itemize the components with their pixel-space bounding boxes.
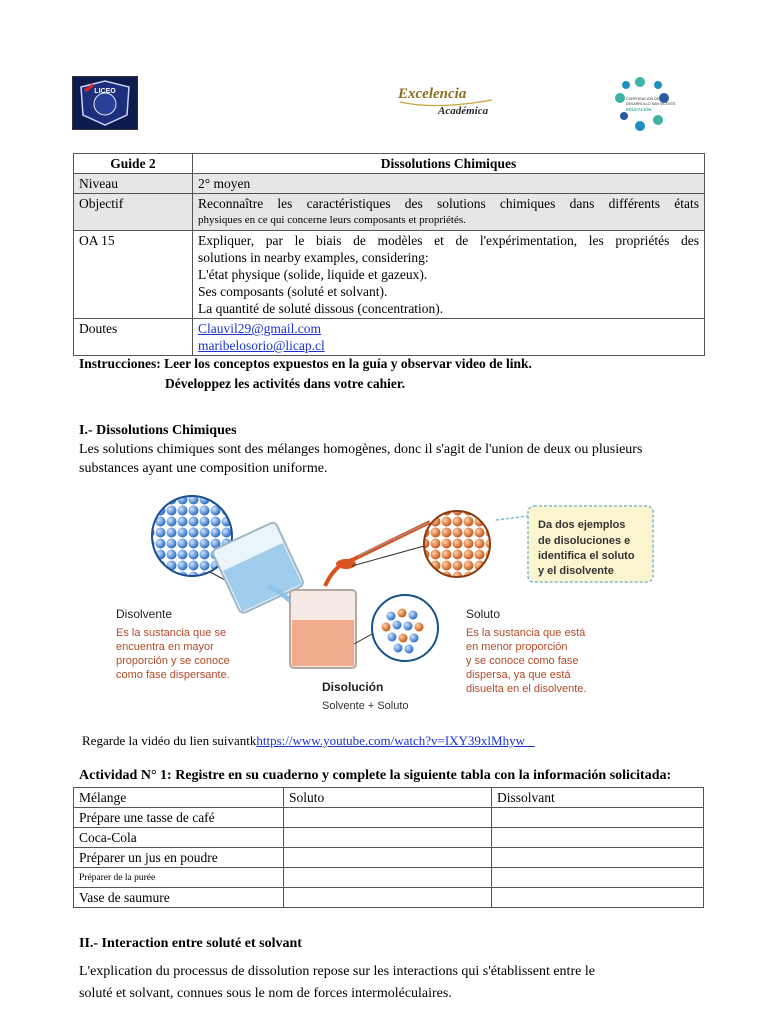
- oa-line: L'état physique (solide, liquide et gazeux).: [198, 267, 428, 282]
- svg-text:Da dos ejemplos: Da dos ejemplos: [538, 519, 626, 531]
- oa-line: solutions in nearby examples, considering:: [198, 250, 429, 265]
- svg-text:proporción y se conoce: proporción y se conoce: [116, 655, 230, 667]
- disolvente-title: Disolvente: [116, 607, 173, 621]
- dissolvant-cell[interactable]: [492, 828, 704, 848]
- table-row: [74, 231, 705, 319]
- objectif-line: physiques en ce qui concerne leurs composants et propriétés.: [198, 214, 466, 226]
- table-row: [74, 888, 704, 908]
- table-row: [74, 808, 704, 828]
- disolucion-title: Disolución: [322, 680, 384, 694]
- section-2-heading: II.- Interaction entre soluté et solvant: [79, 936, 302, 951]
- table-row: [74, 848, 704, 868]
- svg-text:EDUCACIÓN: EDUCACIÓN: [626, 107, 652, 112]
- guide-title: Dissolutions Chimiques: [193, 154, 705, 174]
- oa-line: Expliquer, par le biais de modèles et de l'expérimentation, les propriétés des: [198, 233, 699, 248]
- niveau-label: Niveau: [74, 174, 193, 194]
- row-label: Coca-Cola: [74, 828, 284, 848]
- youtube-link[interactable]: https://www.youtube.com/watch?v=IXY39xlMhyw: [256, 733, 525, 748]
- table-header-row: [74, 788, 704, 808]
- header-melange: Mélange: [74, 788, 284, 808]
- table-row: [74, 868, 704, 888]
- oa-line: La quantité de soluté dissous (concentration).: [198, 301, 444, 316]
- objectif-label: Objectif: [74, 194, 193, 231]
- svg-text:de disoluciones e: de disoluciones e: [538, 535, 631, 547]
- svg-text:identifica el soluto: identifica el soluto: [538, 550, 635, 562]
- svg-text:Es la sustancia que se: Es la sustancia que se: [116, 627, 227, 639]
- solution-particles-icon: [372, 595, 438, 661]
- soluto-title: Soluto: [466, 607, 501, 621]
- instructions-line-1: Instrucciones: Leer los conceptos expuestos en la guía y observar video de link.: [79, 356, 532, 371]
- guide-number: Guide 2: [74, 154, 193, 174]
- header-dissolvant: Dissolvant: [492, 788, 704, 808]
- svg-text:DESARROLLO SAN VICENTE: DESARROLLO SAN VICENTE: [626, 102, 676, 106]
- doutes-label: Doutes: [74, 319, 193, 356]
- header-soluto: Soluto: [284, 788, 492, 808]
- solute-particles-icon: [424, 511, 490, 577]
- objectif-line: Reconnaître les caractéristiques des solutions chimiques dans différents états: [198, 196, 699, 211]
- table-row: [74, 194, 705, 231]
- svg-text:disuelta en el disolvente.: disuelta en el disolvente.: [466, 683, 587, 695]
- svg-text:LICEO: LICEO: [94, 88, 116, 95]
- soluto-cell[interactable]: [284, 808, 492, 828]
- objectif-value: [193, 194, 705, 231]
- table-row: [74, 828, 704, 848]
- section-2-paragraph-line: L'explication du processus de dissolution repose sur les interactions qui s'établissent entre le: [79, 964, 595, 979]
- section-1-heading: I.- Dissolutions Chimiques: [79, 423, 237, 438]
- oa-value: [193, 231, 705, 319]
- instruction-note: [496, 506, 653, 582]
- doutes-value: [193, 319, 705, 356]
- table-row: [74, 319, 705, 356]
- svg-text:dispersa, ya que está: dispersa, ya que está: [466, 669, 571, 681]
- activity-table: [73, 787, 704, 908]
- solution-beaker-icon: [290, 590, 356, 668]
- dissolution-illustration: [100, 494, 660, 720]
- svg-text:Académica: Académica: [438, 105, 489, 117]
- liceo-logo: [72, 76, 138, 130]
- svg-text:y se conoce como fase: y se conoce como fase: [466, 655, 579, 667]
- dissolvant-cell[interactable]: [492, 888, 704, 908]
- video-prefix: Regarde la vidéo du lien suivantk: [82, 733, 257, 748]
- svg-text:CORPORACIÓN DE: CORPORACIÓN DE: [626, 97, 660, 101]
- table-row: [74, 154, 705, 174]
- instructions-line-2: Développez les activités dans votre cahier.: [165, 376, 405, 391]
- oa-label: OA 15: [74, 231, 193, 319]
- dissolvant-cell[interactable]: [492, 848, 704, 868]
- soluto-cell[interactable]: [284, 868, 492, 888]
- email-link-clauvil[interactable]: Clauvil29@gmail.com: [198, 321, 322, 336]
- email-link-maribel[interactable]: maribelosorio@licap.cl: [198, 338, 325, 353]
- row-label: Préparer un jus en poudre: [74, 848, 284, 868]
- corporacion-logo: [612, 76, 696, 132]
- svg-text:y el disolvente: y el disolvente: [538, 565, 614, 577]
- niveau-value: 2° moyen: [193, 174, 705, 194]
- row-label: Vase de saumure: [74, 888, 284, 908]
- row-label: Préparer de la purée: [74, 868, 284, 888]
- section-1-paragraph-line: substances ayant une composition uniforme.: [79, 461, 328, 476]
- svg-text:encuentra en mayor: encuentra en mayor: [116, 641, 214, 653]
- section-1-paragraph-line: Les solutions chimiques sont des mélanges homogènes, donc il s'agit de l'union de deux ou plusieurs: [79, 442, 643, 457]
- table-row: [74, 174, 705, 194]
- dissolvant-cell[interactable]: [492, 868, 704, 888]
- svg-text:en menor proporción: en menor proporción: [466, 641, 568, 653]
- video-line: [82, 733, 535, 749]
- excelencia-academica-logo: [396, 82, 496, 122]
- oa-line: Ses composants (soluté et solvant).: [198, 284, 388, 299]
- dissolvant-cell[interactable]: [492, 808, 704, 828]
- svg-text:Es la sustancia que está: Es la sustancia que está: [466, 627, 586, 639]
- row-label: Prépare une tasse de café: [74, 808, 284, 828]
- svg-text:Solvente + Soluto: Solvente + Soluto: [322, 700, 409, 712]
- section-2-paragraph-line: soluté et solvant, connues sous le nom de forces intermoléculaires.: [79, 986, 452, 1001]
- svg-text:Excelencia: Excelencia: [398, 86, 467, 102]
- soluto-cell[interactable]: [284, 828, 492, 848]
- guide-info-table: [73, 153, 705, 356]
- svg-text:como fase dispersante.: como fase dispersante.: [116, 669, 230, 681]
- soluto-cell[interactable]: [284, 888, 492, 908]
- activity-title: Actividad N° 1: Registre en su cuaderno y complete la siguiente tabla con la información solicitada:: [79, 768, 672, 783]
- soluto-cell[interactable]: [284, 848, 492, 868]
